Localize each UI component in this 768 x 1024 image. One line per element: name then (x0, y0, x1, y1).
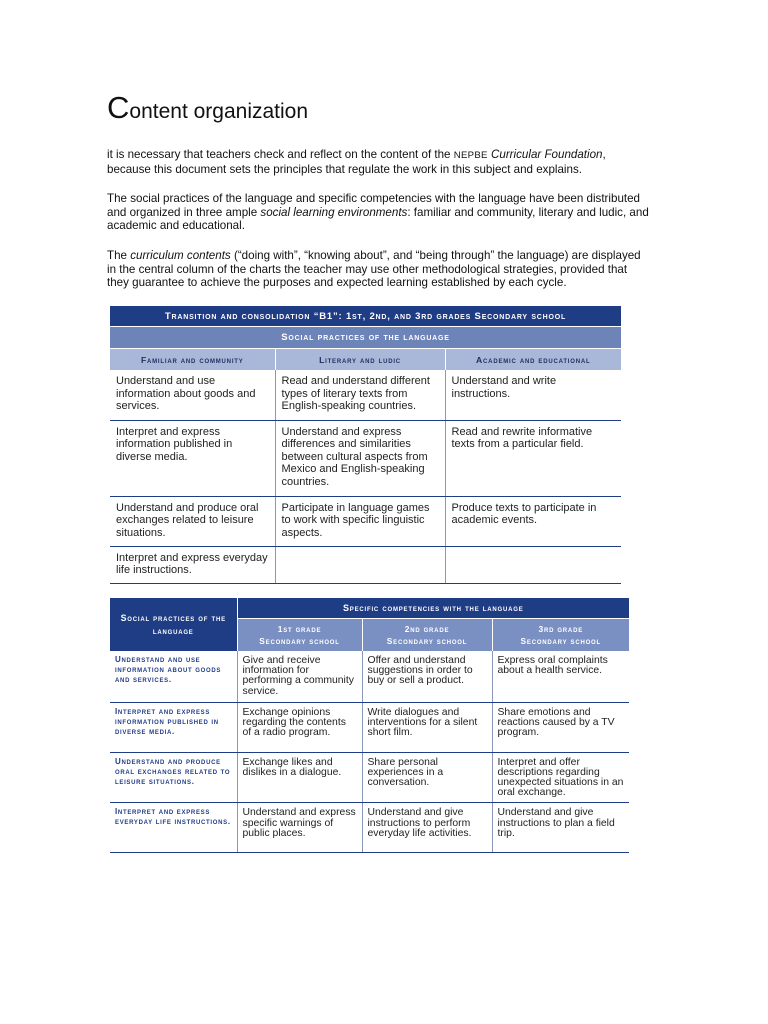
table-cell: Understand and express differences and similarities between cultural aspects from Mexico and English-speaking countries. (275, 420, 445, 496)
table-row (110, 702, 629, 752)
p2-italic: social learning environments (260, 205, 408, 219)
school-label: Secondary school (259, 636, 340, 646)
practice-label: Interpret and express information published in diverse media. (110, 702, 237, 752)
table-row (110, 546, 621, 583)
contents-paragraph (107, 249, 652, 290)
table-cell: Understand and express specific warnings of public places. (237, 803, 362, 853)
p3-text-b: (“doing with”, “knowing about”, and “being through” the language) are displayed in the central column of the charts the teacher may use other methodological strategies, provided that they guarantee to achieve the purposes and expected learning established by each cycle. (107, 249, 641, 290)
practice-label: Understand and use information about goods and services. (110, 651, 237, 702)
table-cell: Understand and give instructions to perform everyday life activities. (362, 803, 492, 853)
table-cell: Interpret and express everyday life instructions. (110, 546, 275, 583)
table-cell: Offer and understand suggestions in order to buy or sell a product. (362, 651, 492, 702)
table-cell: Understand and give instructions to plan a field trip. (492, 803, 629, 853)
competencies-table (110, 598, 629, 853)
school-label: Secondary school (520, 636, 601, 646)
practice-label: Understand and produce oral exchanges related to leisure situations. (110, 752, 237, 803)
table-cell (445, 546, 621, 583)
table-cell: Participate in language games to work with specific linguistic aspects. (275, 496, 445, 546)
table-cell (275, 546, 445, 583)
table-cell: Share emotions and reactions caused by a TV program. (492, 702, 629, 752)
table-cell: Give and receive information for performing a community service. (237, 651, 362, 702)
title-initial: C (107, 90, 130, 125)
column-header-familiar: Familiar and community (110, 349, 275, 371)
p2-text-a: The social practices of the language and specific competencies with the language have been distributed and organized in three ample (107, 192, 641, 219)
table-row (110, 496, 621, 546)
grade-header-1 (237, 619, 362, 652)
table2-title: Specific competencies with the language (237, 598, 629, 619)
intro-paragraph (107, 148, 652, 176)
table-cell: Interpret and express information published in diverse media. (110, 420, 275, 496)
table-cell: Interpret and offer descriptions regarding unexpected situations in an oral exchange. (492, 752, 629, 803)
environments-paragraph (107, 192, 652, 233)
table-cell: Read and rewrite informative texts from a particular field. (445, 420, 621, 496)
p1-text-c: , because this document sets the principles that regulate the work in this subject and explains. (107, 148, 606, 176)
social-practices-table (110, 306, 621, 584)
title-rest: ontent organization (129, 100, 309, 123)
grade-header-2 (362, 619, 492, 652)
p1-italic: Curricular Foundation (491, 148, 603, 161)
school-label: Secondary school (386, 636, 468, 646)
page-title (107, 90, 308, 126)
column-header-academic: Academic and educational (445, 349, 621, 371)
grade-header-3 (492, 619, 629, 652)
table-cell: Understand and use information about goods and services. (110, 370, 275, 420)
table-cell: Share personal experiences in a conversation. (362, 752, 492, 803)
table-cell: Read and understand different types of literary texts from English-speaking countries. (275, 370, 445, 420)
practice-label: Interpret and express everyday life instructions. (110, 803, 237, 853)
table-cell: Write dialogues and interventions for a silent short film. (362, 702, 492, 752)
table1-title: Transition and consolidation “B1”: 1st, 2nd, and 3rd grades Secondary school (110, 306, 621, 327)
table-cell: Exchange likes and dislikes in a dialogue. (237, 752, 362, 803)
social-practices-header: Social practices of the language (110, 598, 237, 651)
p1-acronym: NEPBE (453, 150, 488, 161)
table-cell: Express oral complaints about a health service. (492, 651, 629, 702)
grade-label: 2nd grade (404, 624, 450, 634)
p1-text-a: it is necessary that teachers check and reflect on the content of the (107, 148, 454, 161)
p3-italic: curriculum contents (130, 249, 231, 262)
table-row (110, 651, 629, 702)
table-row (110, 752, 629, 803)
table-cell: Understand and produce oral exchanges related to leisure situations. (110, 496, 275, 546)
table-row (110, 370, 621, 420)
p2-text-b: : familiar and community, literary and ludic, and academic and educational. (107, 205, 649, 233)
table-cell: Produce texts to participate in academic events. (445, 496, 621, 546)
table-row (110, 803, 629, 853)
grade-label: 1st grade (277, 624, 322, 634)
table-cell: Exchange opinions regarding the contents of a radio program. (237, 702, 362, 752)
p3-text-a: The (107, 249, 131, 262)
table1-subtitle: Social practices of the language (110, 327, 621, 349)
column-header-literary: Literary and ludic (275, 349, 445, 371)
grade-label: 3rd grade (538, 624, 584, 634)
table-row (110, 420, 621, 496)
table-cell: Understand and write instructions. (445, 370, 621, 420)
